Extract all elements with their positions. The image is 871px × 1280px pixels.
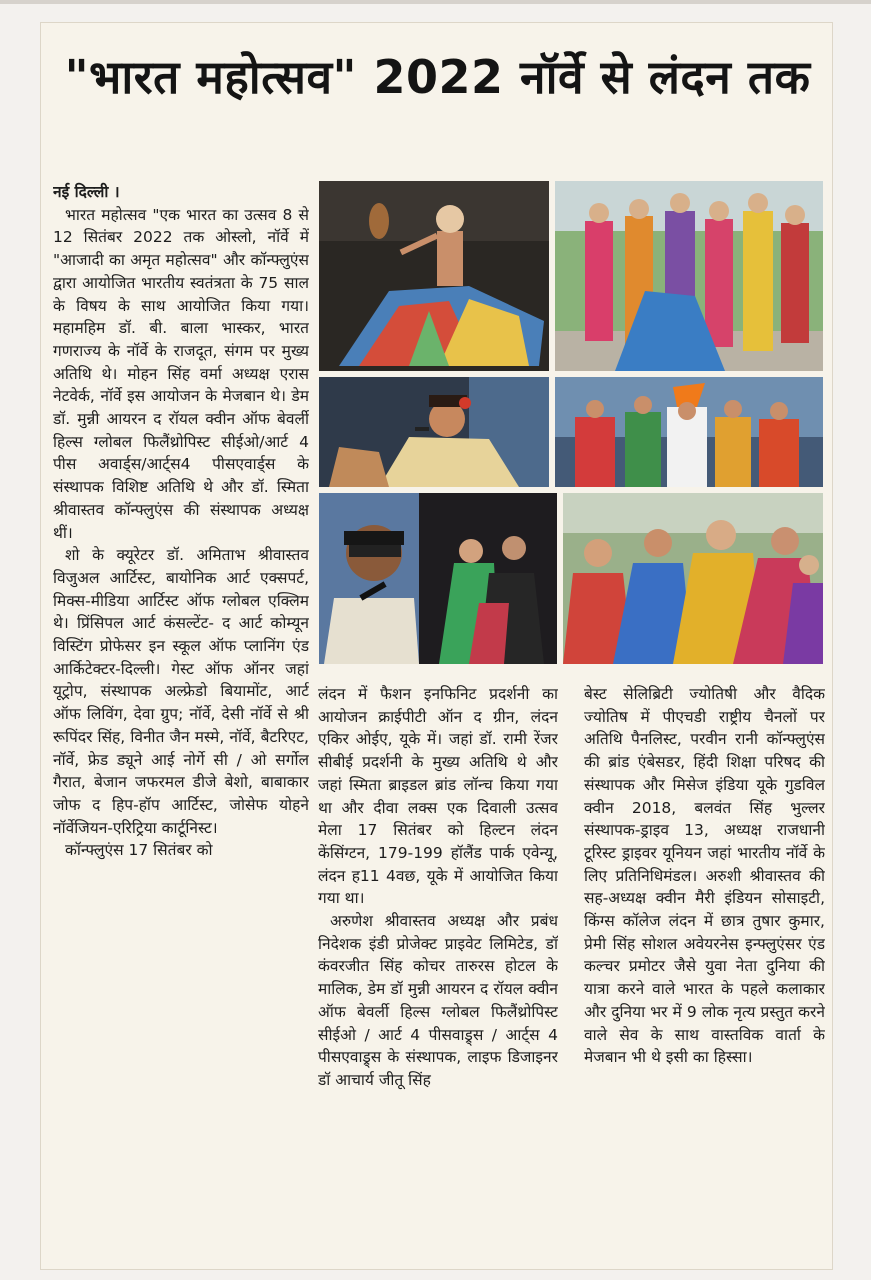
paragraph: अरुणेश श्रीवास्तव अध्यक्ष और प्रबंध निदेशक इंडी प्रोजेक्ट प्राइवेट लिमिटेड, डॉ कंवरजीत सिंह कोचर तारुरस होटल के मालिक, डेम डॉ मुन्नी आयरन द रॉयल क्वीन ऑफ बेवर्ली हिल्स ग्लोबल फिलैंथ्रोपिस्ट सीईओ / आर्ट 4 पीसवाड्र्स / आर्ट्स 4 पीसएवाड्र्स के संस्थापक, लाइफ डिजाइनर डॉ आचार्य जीतू सिंह: [318, 912, 558, 1089]
photo-folk-performers: [555, 377, 823, 487]
photo-dancers-celebrating: [563, 493, 823, 664]
headline: "भारत महोत्सव" 2022 नॉर्वे से लंदन तक: [64, 50, 811, 104]
paragraph: लंदन में फैशन इनफिनिट प्रदर्शनी का आयोजन क्राईपीटी ऑन द ग्रीन, लंदन एकिर ओईए, यूके में। जहां डॉ. रामी रेंजर सीबीई प्रदर्शनी के मुख्य अतिथि थे और जहां स्मिता ब्राइडल ब्रांड लॉन्च किया गया था और दीवा लक्स एक दिवाली उत्सव मेला 17 सितंबर को हिल्टन लंदन केंसिंग्टन, 179-199 हॉलैंड पार्क एवेन्यू, लंदन ह11 4वछ, यूके में आयोजित किया गया था।: [318, 685, 558, 908]
paragraph: कॉन्फ्लुएंस 17 सितंबर को: [65, 841, 213, 860]
article-column-3: [584, 683, 825, 1266]
top-strip: [0, 0, 871, 4]
article-column-2: [318, 683, 558, 1266]
photo-singer-woman: [319, 377, 549, 487]
dateline: नई दिल्ली ।: [53, 183, 120, 201]
newspaper-clipping: [40, 22, 833, 1270]
paragraph: भारत महोत्सव "एक भारत का उत्सव 8 से 12 सितंबर 2022 तक ओस्लो, नॉर्वे में "आजादी का अमृत महोत्सव" और कॉन्फ्लुएंस द्वारा आयोजित भारतीय स्वतंत्रता के 75 साल के विषय के साथ आयोजित किया गया। महामहिम डॉ. बी. बाला भास्कर, भारत गणराज्य के नॉर्वे के राजदूत, संगम पर मुख्य अतिथि थे। मोहन सिंह वर्मा अध्यक्ष एरास नेटवेर्क, नॉर्वे इस आयोजन के मेजबान थे। डेम डॉ. मुन्नी आयरन द रॉयल क्वीन ऑफ बेवर्ली हिल्स ग्लोबल फिलैंथ्रोपिस्ट सीईओ/आर्ट 4 पीस अवार्ड्स/आर्ट्स4 पीसएवार्ड्स के संस्थापक विशिष्ट अतिथि थे और डॉ. स्मिता श्रीवास्तव कॉन्फ्लुएंस की संस्थापक अध्यक्ष थीं।: [53, 205, 309, 542]
paragraph: बेस्ट सेलिब्रिटी ज्योतिषी और वैदिक ज्योतिष में पीएचडी राष्ट्रीय चैनलों पर अतिथि पैनलिस्ट, परवीन रानी कॉन्फ्लुएंस की ब्रांड एंबेसडर, हिंदी शिक्षा परिषद की संस्थापक और मिसेज इंडिया यूके गुडविल क्वीन 2018, बलवंत सिंह भुल्लर संस्थापक-ड्राइव 13, अध्यक्ष राजधानी टूरिस्ट ड्राइवर यूनियन जहां भारतीय नॉर्वे के लिए प्रतिनिधिमंडल। अरुशी श्रीवास्तव की सह-अध्यक्ष क्वीन मैरी इंडियन सोसाइटी, किंग्स कॉलेज लंदन में छात्र तुषार कुमार, प्रेमी सिंह सोशल अवेयरनेस इन्फ्लुएंसर एंड कल्चर प्रमोटर जैसे युवा नेता दुनिया की यात्रा करने वाले भारत के पहले कलाकार और दुनिया भर में 9 लोक नृत्य प्रस्तुत करने वाले सेव के साथ वास्तविक वार्ता के मेजबान भी थे इसी का हिस्सा।: [584, 685, 825, 1067]
paragraph: शो के क्यूरेटर डॉ. अमिताभ श्रीवास्तव विजुअल आर्टिस्ट, बायोनिक आर्ट एक्सपर्ट, मिक्स-मीडिया आर्टिस्ट ऑफ ग्लोबल एक्लिम थे। प्रिंसिपल आर्ट कंसल्टेंट- द आर्ट कोम्यून विस्टिंग प्रोफेसर इन स्कूल ऑफ प्लानिंग एंड आर्किटेक्टर-दिल्ली। गेस्ट ऑफ ऑनर जहां यूट्रोप, संस्थापक अल्फ्रेडो बियामोंट, आर्ट ऑफ लिविंग, देवा ग्रुप; नॉर्वे, देसी नॉर्वे से श्री रूपिंदर सिंह, विनीत जैन मस्मे, नॉर्वे, बैटरिएट, नॉर्वे, फ्रेड ड्यूने आई नोर्गे सी / ओ सर्गोल गैरात, बेजान जफरमल डीजे बेशो, बाबाकार जोफ द हिप-हॉप आर्टिस्ट, जोसेफ योहने नॉर्वेजियन-एरिट्रिया कार्टूनिस्ट।: [53, 546, 309, 837]
photo-dancer-stage: [319, 181, 549, 371]
article-column-1: [53, 181, 309, 1266]
photo-models-group: [555, 181, 823, 371]
photo-singer-and-couple: [319, 493, 557, 664]
photo-collage: [319, 181, 823, 664]
